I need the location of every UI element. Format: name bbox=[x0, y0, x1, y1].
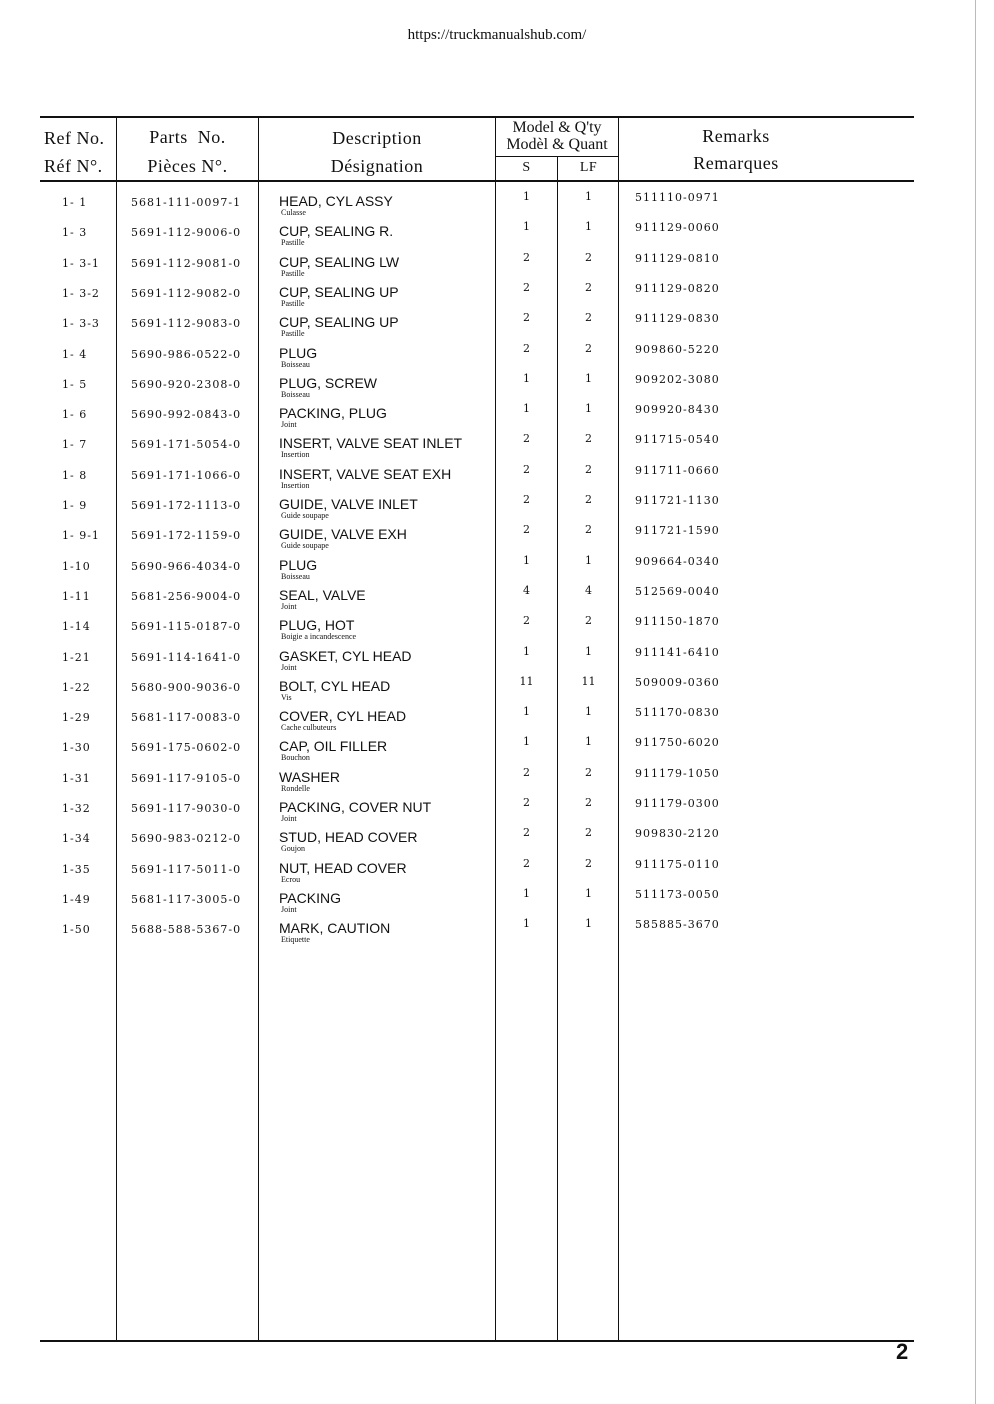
designation-fr: Culasse bbox=[281, 208, 306, 217]
qty-lf: 2 bbox=[585, 826, 592, 839]
qty-s: 1 bbox=[523, 402, 530, 415]
table-row bbox=[0, 370, 994, 400]
qty-lf: 1 bbox=[585, 220, 592, 233]
description: SEAL, VALVE bbox=[279, 587, 366, 603]
ref-no: 1-34 bbox=[62, 832, 91, 845]
part-no: 5680-900-9036-0 bbox=[131, 681, 242, 694]
description: CUP, SEALING R. bbox=[279, 223, 394, 239]
description: STUD, HEAD COVER bbox=[279, 829, 418, 845]
ref-no: 1-30 bbox=[62, 741, 91, 754]
remarks: 911711-0660 bbox=[635, 464, 720, 477]
remarks: 911721-1130 bbox=[635, 494, 720, 507]
qty-lf: 1 bbox=[585, 917, 592, 930]
qty-lf: 1 bbox=[585, 887, 592, 900]
ref-no: 1-31 bbox=[62, 772, 91, 785]
designation-fr: Insertion bbox=[281, 481, 310, 490]
part-no: 5690-992-0843-0 bbox=[131, 408, 242, 421]
remarks: 911179-1050 bbox=[635, 767, 720, 780]
header-parts-fr: Pièces N°. bbox=[147, 156, 228, 176]
description: INSERT, VALVE SEAT INLET bbox=[279, 435, 463, 451]
description: PLUG, HOT bbox=[279, 617, 355, 633]
header-model-fr: Modèl & Quant bbox=[506, 136, 608, 153]
qty-s: 1 bbox=[523, 190, 530, 203]
qty-s: 1 bbox=[523, 220, 530, 233]
description: WASHER bbox=[279, 769, 340, 785]
header-remarks-en: Remarks bbox=[702, 126, 770, 146]
designation-fr: Boisseau bbox=[281, 572, 310, 581]
ref-no: 1- 6 bbox=[62, 408, 88, 421]
header-ref-fr: Réf N°. bbox=[44, 156, 103, 176]
qty-s: 2 bbox=[523, 342, 530, 355]
remarks: 911129-0060 bbox=[635, 221, 720, 234]
qty-lf: 2 bbox=[585, 311, 592, 324]
description: PACKING, COVER NUT bbox=[279, 799, 432, 815]
designation-fr: Cache culbuteurs bbox=[281, 723, 337, 732]
part-no: 5681-117-0083-0 bbox=[131, 711, 242, 724]
qty-lf: 2 bbox=[585, 342, 592, 355]
remarks: 911129-0820 bbox=[635, 282, 720, 295]
remarks: 909830-2120 bbox=[635, 827, 720, 840]
header-model-en: Model & Q'ty bbox=[512, 119, 602, 136]
remarks: 911179-0300 bbox=[635, 797, 720, 810]
description: PLUG bbox=[279, 345, 318, 361]
header-model-lf: LF bbox=[579, 160, 598, 175]
description: BOLT, CYL HEAD bbox=[279, 678, 391, 694]
table-row bbox=[0, 824, 994, 854]
remarks: 512569-0040 bbox=[635, 585, 720, 598]
remarks: 585885-3670 bbox=[635, 918, 720, 931]
table-bottom-rule bbox=[40, 1340, 914, 1342]
qty-lf: 2 bbox=[585, 463, 592, 476]
designation-fr: Goujon bbox=[281, 844, 305, 853]
page-number: 2 bbox=[896, 1339, 909, 1364]
qty-s: 2 bbox=[523, 766, 530, 779]
designation-fr: Boisseau bbox=[281, 360, 310, 369]
qty-lf: 1 bbox=[585, 190, 592, 203]
designation-fr: Joint bbox=[281, 420, 297, 429]
table-row bbox=[0, 279, 994, 309]
part-no: 5690-986-0522-0 bbox=[131, 348, 242, 361]
qty-lf: 2 bbox=[585, 796, 592, 809]
part-no: 5690-983-0212-0 bbox=[131, 832, 242, 845]
designation-fr: Joint bbox=[281, 663, 297, 672]
designation-fr: Guide soupape bbox=[281, 511, 329, 520]
part-no: 5691-117-9030-0 bbox=[131, 802, 242, 815]
description: PACKING, PLUG bbox=[279, 405, 387, 421]
table-row bbox=[0, 340, 994, 370]
description: PLUG bbox=[279, 557, 318, 573]
qty-lf: 1 bbox=[585, 402, 592, 415]
header-model-s: S bbox=[522, 160, 531, 175]
description: PACKING bbox=[279, 890, 341, 906]
description: GUIDE, VALVE EXH bbox=[279, 526, 407, 542]
qty-lf: 1 bbox=[585, 645, 592, 658]
designation-fr: Joint bbox=[281, 602, 297, 611]
remarks: 909860-5220 bbox=[635, 343, 720, 356]
part-no: 5690-920-2308-0 bbox=[131, 378, 242, 391]
part-no: 5691-114-1641-0 bbox=[131, 651, 242, 664]
designation-fr: Rondelle bbox=[281, 784, 310, 793]
table-row bbox=[0, 309, 994, 339]
source-url[interactable]: https://truckmanualshub.com/ bbox=[407, 27, 587, 43]
part-no: 5691-115-0187-0 bbox=[131, 620, 242, 633]
ref-no: 1-32 bbox=[62, 802, 91, 815]
ref-no: 1-49 bbox=[62, 893, 91, 906]
qty-s: 11 bbox=[519, 675, 534, 688]
designation-fr: Pastille bbox=[281, 269, 305, 278]
header-desc-fr: Désignation bbox=[330, 156, 424, 176]
description: CUP, SEALING UP bbox=[279, 314, 399, 330]
table-row bbox=[0, 552, 994, 582]
description: INSERT, VALVE SEAT EXH bbox=[279, 466, 452, 482]
qty-lf: 1 bbox=[585, 735, 592, 748]
designation-fr: Insertion bbox=[281, 450, 310, 459]
qty-lf: 2 bbox=[585, 857, 592, 870]
part-no: 5681-256-9004-0 bbox=[131, 590, 242, 603]
qty-lf: 2 bbox=[585, 614, 592, 627]
table-row bbox=[0, 400, 994, 430]
table-row bbox=[0, 673, 994, 703]
part-no: 5691-117-9105-0 bbox=[131, 772, 242, 785]
table-row bbox=[0, 764, 994, 794]
qty-lf: 2 bbox=[585, 432, 592, 445]
header-parts-en: Parts No. bbox=[149, 127, 226, 147]
designation-fr: Boigie a incandescence bbox=[281, 632, 357, 641]
description: NUT, HEAD COVER bbox=[279, 860, 407, 876]
qty-s: 2 bbox=[523, 523, 530, 536]
ref-no: 1-10 bbox=[62, 560, 91, 573]
ref-no: 1- 5 bbox=[62, 378, 88, 391]
part-no: 5691-171-1066-0 bbox=[131, 469, 242, 482]
remarks: 909202-3080 bbox=[635, 373, 720, 386]
part-no: 5688-588-5367-0 bbox=[131, 923, 242, 936]
qty-s: 1 bbox=[523, 554, 530, 567]
qty-s: 1 bbox=[523, 735, 530, 748]
qty-lf: 2 bbox=[585, 251, 592, 264]
qty-s: 2 bbox=[523, 857, 530, 870]
part-no: 5691-175-0602-0 bbox=[131, 741, 242, 754]
qty-s: 2 bbox=[523, 826, 530, 839]
table-row bbox=[0, 612, 994, 642]
remarks: 909664-0340 bbox=[635, 555, 720, 568]
part-no: 5691-117-5011-0 bbox=[131, 863, 242, 876]
table-row bbox=[0, 249, 994, 279]
table-row bbox=[0, 188, 994, 218]
description: CAP, OIL FILLER bbox=[279, 738, 388, 754]
qty-s: 2 bbox=[523, 614, 530, 627]
remarks: 909920-8430 bbox=[635, 403, 720, 416]
remarks: 511173-0050 bbox=[635, 888, 720, 901]
header-bottom-rule bbox=[40, 180, 914, 182]
table-row bbox=[0, 915, 994, 945]
description: CUP, SEALING UP bbox=[279, 284, 399, 300]
qty-s: 2 bbox=[523, 281, 530, 294]
part-no: 5691-112-9082-0 bbox=[131, 287, 242, 300]
description: MARK, CAUTION bbox=[279, 920, 391, 936]
qty-s: 2 bbox=[523, 432, 530, 445]
remarks: 911141-6410 bbox=[635, 646, 720, 659]
table-row bbox=[0, 794, 994, 824]
part-no: 5691-172-1159-0 bbox=[131, 529, 242, 542]
qty-lf: 1 bbox=[585, 705, 592, 718]
part-no: 5691-112-9081-0 bbox=[131, 257, 242, 270]
part-no: 5691-171-5054-0 bbox=[131, 438, 242, 451]
part-no: 5681-117-3005-0 bbox=[131, 893, 242, 906]
designation-fr: Ecrou bbox=[281, 875, 301, 884]
part-no: 5691-112-9083-0 bbox=[131, 317, 242, 330]
qty-s: 1 bbox=[523, 645, 530, 658]
remarks: 511170-0830 bbox=[635, 706, 720, 719]
table-row bbox=[0, 461, 994, 491]
qty-s: 2 bbox=[523, 251, 530, 264]
header-ref-en: Ref No. bbox=[44, 128, 105, 148]
qty-s: 2 bbox=[523, 463, 530, 476]
designation-fr: Boisseau bbox=[281, 390, 310, 399]
description: GASKET, CYL HEAD bbox=[279, 648, 412, 664]
ref-no: 1- 3-2 bbox=[62, 287, 100, 300]
table-row bbox=[0, 430, 994, 460]
ref-no: 1- 8 bbox=[62, 469, 88, 482]
qty-lf: 4 bbox=[585, 584, 592, 597]
description: HEAD, CYL ASSY bbox=[279, 193, 393, 209]
ref-no: 1-29 bbox=[62, 711, 91, 724]
designation-fr: Joint bbox=[281, 814, 297, 823]
qty-s: 2 bbox=[523, 493, 530, 506]
ref-no: 1- 1 bbox=[62, 196, 88, 209]
ref-no: 1- 3 bbox=[62, 226, 88, 239]
part-no: 5690-966-4034-0 bbox=[131, 560, 242, 573]
ref-no: 1- 3-3 bbox=[62, 317, 100, 330]
qty-s: 4 bbox=[523, 584, 530, 597]
qty-s: 1 bbox=[523, 705, 530, 718]
part-no: 5691-172-1113-0 bbox=[131, 499, 242, 512]
table-row bbox=[0, 521, 994, 551]
part-no: 5691-112-9006-0 bbox=[131, 226, 242, 239]
table-row bbox=[0, 733, 994, 763]
description: CUP, SEALING LW bbox=[279, 254, 400, 270]
remarks: 911721-1590 bbox=[635, 524, 720, 537]
qty-lf: 2 bbox=[585, 523, 592, 536]
qty-s: 1 bbox=[523, 372, 530, 385]
ref-no: 1- 7 bbox=[62, 438, 88, 451]
table-row bbox=[0, 643, 994, 673]
designation-fr: Pastille bbox=[281, 299, 305, 308]
designation-fr: Pastille bbox=[281, 329, 305, 338]
ref-no: 1-11 bbox=[62, 590, 91, 603]
ref-no: 1-14 bbox=[62, 620, 91, 633]
table-top-rule bbox=[40, 116, 914, 118]
qty-s: 1 bbox=[523, 887, 530, 900]
table-row bbox=[0, 491, 994, 521]
remarks: 509009-0360 bbox=[635, 676, 720, 689]
remarks: 911175-0110 bbox=[635, 858, 720, 871]
qty-lf: 11 bbox=[581, 675, 596, 688]
header-desc-en: Description bbox=[332, 128, 422, 148]
qty-s: 1 bbox=[523, 917, 530, 930]
header-remarks-fr: Remarques bbox=[693, 153, 779, 173]
ref-no: 1- 3-1 bbox=[62, 257, 100, 270]
qty-lf: 2 bbox=[585, 281, 592, 294]
qty-s: 2 bbox=[523, 311, 530, 324]
qty-lf: 1 bbox=[585, 372, 592, 385]
designation-fr: Guide soupape bbox=[281, 541, 329, 550]
description: PLUG, SCREW bbox=[279, 375, 378, 391]
ref-no: 1-21 bbox=[62, 651, 91, 664]
ref-no: 1-50 bbox=[62, 923, 91, 936]
table-row bbox=[0, 855, 994, 885]
ref-no: 1- 4 bbox=[62, 348, 88, 361]
remarks: 911750-6020 bbox=[635, 736, 720, 749]
designation-fr: Joint bbox=[281, 905, 297, 914]
qty-lf: 2 bbox=[585, 766, 592, 779]
designation-fr: Etiquette bbox=[281, 935, 310, 944]
description: GUIDE, VALVE INLET bbox=[279, 496, 418, 512]
ref-no: 1- 9 bbox=[62, 499, 88, 512]
remarks: 911150-1870 bbox=[635, 615, 720, 628]
table-row bbox=[0, 218, 994, 248]
remarks: 511110-0971 bbox=[635, 191, 720, 204]
designation-fr: Bouchon bbox=[281, 753, 310, 762]
qty-s: 2 bbox=[523, 796, 530, 809]
part-no: 5681-111-0097-1 bbox=[131, 196, 242, 209]
qty-lf: 1 bbox=[585, 554, 592, 567]
remarks: 911129-0810 bbox=[635, 252, 720, 265]
remarks: 911715-0540 bbox=[635, 433, 720, 446]
description: COVER, CYL HEAD bbox=[279, 708, 407, 724]
table-row bbox=[0, 582, 994, 612]
ref-no: 1- 9-1 bbox=[62, 529, 100, 542]
designation-fr: Pastille bbox=[281, 238, 305, 247]
remarks: 911129-0830 bbox=[635, 312, 720, 325]
ref-no: 1-35 bbox=[62, 863, 91, 876]
table-row bbox=[0, 885, 994, 915]
table-row bbox=[0, 703, 994, 733]
designation-fr: Vis bbox=[281, 693, 292, 702]
ref-no: 1-22 bbox=[62, 681, 91, 694]
qty-lf: 2 bbox=[585, 493, 592, 506]
